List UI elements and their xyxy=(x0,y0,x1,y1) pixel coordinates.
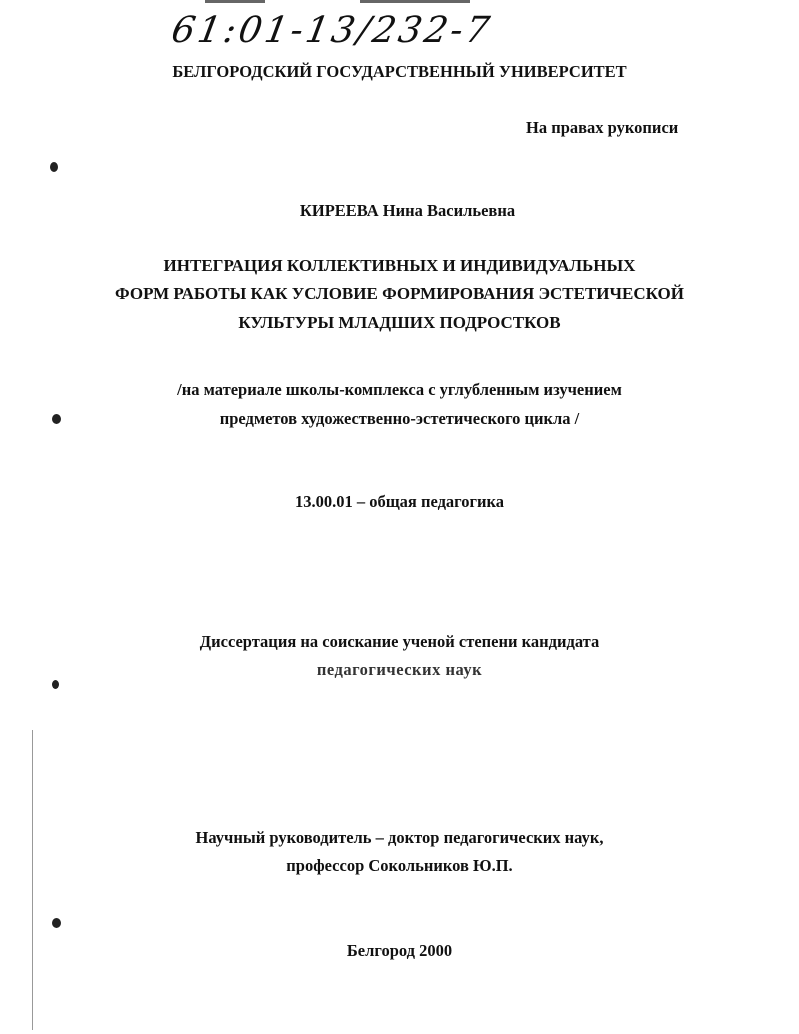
punch-hole-mark xyxy=(50,162,58,172)
supervisor-line: Научный руководитель – доктор педагогических наук, xyxy=(195,828,604,847)
title-line: КУЛЬТУРЫ МЛАДШИХ ПОДРОСТКОВ xyxy=(238,313,561,332)
city-year: Белгород 2000 xyxy=(346,941,453,960)
punch-hole-mark xyxy=(52,414,61,424)
punch-hole-mark xyxy=(52,680,59,689)
university-name: БЕЛГОРОДСКИЙ ГОСУДАРСТВЕННЫЙ УНИВЕРСИТЕТ xyxy=(172,62,627,81)
scan-margin-line xyxy=(32,730,33,1030)
scan-edge xyxy=(205,0,265,3)
punch-hole-mark xyxy=(52,918,61,928)
archive-number-handwritten: 61:01-13/232-7 xyxy=(168,10,496,51)
title-line: ФОРМ РАБОТЫ КАК УСЛОВИЕ ФОРМИРОВАНИЯ ЭСТЕТИЧЕСКОЙ xyxy=(115,284,684,303)
rights-note: На правах рукописи xyxy=(526,118,679,137)
supervisor-line: профессор Сокольников Ю.П. xyxy=(286,856,513,875)
subtitle-line: /на материале школы-комплекса с углубленным изучением xyxy=(177,380,622,399)
specialty: 13.00.01 – общая педагогика xyxy=(294,492,505,511)
degree-line: педагогических наук xyxy=(316,660,483,679)
subtitle-line: предметов художественно-эстетического цикла / xyxy=(219,409,580,428)
degree-line: Диссертация на соискание ученой степени кандидата xyxy=(199,632,600,651)
scan-edge xyxy=(360,0,470,3)
author-name: КИРЕЕВА Нина Васильевна xyxy=(299,201,516,220)
title-line: ИНТЕГРАЦИЯ КОЛЛЕКТИВНЫХ И ИНДИВИДУАЛЬНЫХ xyxy=(163,256,636,275)
